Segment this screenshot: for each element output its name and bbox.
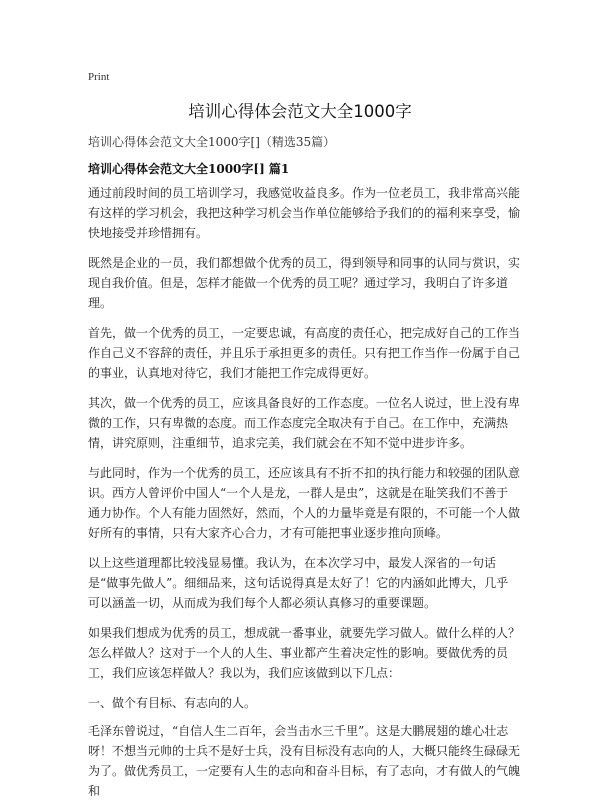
paragraph: 首先，做一个优秀的员工，一定要忠诚，有高度的责任心，把完成好自己的工作当作自己义不容辞的责任，并且乐于承担更多的责任。只有把工作当作一份属于自己的事业，认真地对待它，我们才能把工作完成得更好。: [88, 326, 521, 380]
numbered-point: 一、做个有目标、有志向的人。: [88, 696, 257, 710]
article-body: [88, 183, 520, 811]
paragraph: 通过前段时间的员工培训学习，我感觉收益良多。作为一位老员工，我非常高兴能有这样的学习机会，我把这种学习机会当作单位能够给予我们的的福利来享受，愉快地接受并珍惜拥有。: [88, 186, 521, 240]
paragraph: 毛泽东曾说过，“自信人生二百年，会当击水三千里”。这是大鹏展翅的雄心壮志呀！不想当元帅的士兵不是好士兵，没有目标没有志向的人，大概只能终生碌碌无为了。做优秀员工，一定要有人生的志向和奋斗目标，有了志向，才有做人的气魄和: [88, 724, 521, 798]
page-title: 培训心得体会范文大全1000字: [188, 102, 412, 121]
paragraph: 以上这些道理都比较浅显易懂。我认为，在本次学习中，最发人深省的一句话是“做事先做人”。细细品来，这句话说得真是太好了！它的内涵如此博大，几乎可以涵盖一切，从而成为我们每个人都必须认真修习的重要课题。: [88, 556, 509, 610]
paragraph: 既然是企业的一员，我们都想做个优秀的员工，得到领导和同事的认同与赏识，实现自我价值。但是，怎样才能做一个优秀的员工呢？通过学习，我明白了许多道理。: [88, 256, 521, 310]
paragraph: 与此同时，作为一个优秀的员工，还应该具有不折不扣的执行能力和较强的团队意识。西方人曾评价中国人“一个人是龙，一群人是虫”，这就是在耻笑我们不善于通力协作。个人有能力固然好，然而，个人的力量毕竟是有限的，不可能一个人做好所有的事情，只有大家齐心合力，才有可能把事业逐步推向顶峰。: [88, 466, 521, 540]
print-link[interactable]: Print: [88, 71, 110, 83]
section-heading: 培训心得体会范文大全1000字[] 篇1: [88, 162, 290, 176]
paragraph: 其次，做一个优秀的员工，应该具备良好的工作态度。一位名人说过，世上没有卑微的工作，只有卑微的态度。而工作态度完全取决有于自己。在工作中，充满热情，讲究原则，注重细节，追求完美，我们就会在不知不觉中进步许多。: [88, 396, 521, 450]
document-subtitle: 培训心得体会范文大全1000字[]（精选35篇）: [88, 135, 336, 149]
paragraph: 如果我们想成为优秀的员工，想成就一番事业，就要先学习做人。做什么样的人？怎么样做人？这对于一个人的人生、事业都产生着决定性的影响。要做优秀的员工，我们应该怎样做人？我以为，我们应该做到以下几点：: [88, 626, 521, 680]
